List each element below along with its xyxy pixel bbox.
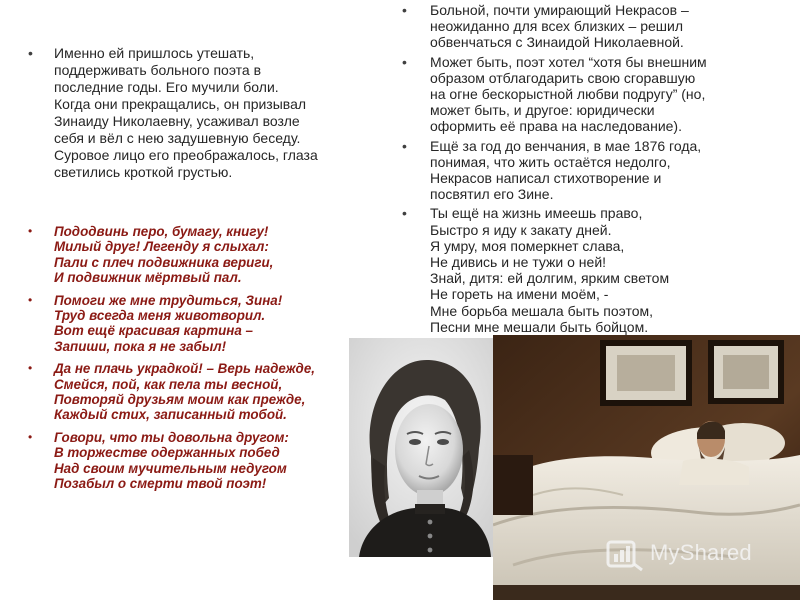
poem-line: Пали с плеч подвижника вериги, — [54, 254, 274, 270]
poem-line: Быстро я иду к закату дней. — [430, 221, 612, 238]
poem-line: Смейся, пой, как пела ты весной, — [54, 376, 283, 392]
poem-stanza — [28, 224, 363, 286]
text-line: образом отблагодарить свою сгоравшую — [430, 69, 696, 86]
text-line: Именно ей пришлось утешать, — [54, 45, 255, 61]
text-line: понимая, что жить остаётся недолго, — [430, 153, 671, 170]
text-line: неожиданно для всех близких – решил — [430, 18, 683, 35]
portrait-photo — [349, 338, 496, 557]
watermark — [606, 538, 776, 572]
poem-line: Запиши, пока я не забыл! — [54, 338, 227, 354]
portrait-illustration — [349, 338, 496, 557]
prose-paragraph — [28, 45, 368, 181]
poem-line: Песни мне мешали быть бойцом. — [430, 318, 649, 335]
poem-stanza — [28, 293, 363, 355]
bullet-icon: • — [28, 45, 33, 61]
text-line: посвятил его Зине. — [430, 186, 554, 203]
left-prose-list — [28, 45, 368, 181]
text-line: на огне бескорыстной любви подругу” (но, — [430, 86, 706, 103]
text-line: Больной, почти умирающий Некрасов – — [430, 2, 689, 18]
watermark-text: MyShared — [650, 540, 752, 565]
text-line: последние годы. Его мучили боли. — [54, 79, 279, 95]
text-line: обвенчаться с Зинаидой Николаевной. — [430, 34, 684, 51]
right-text-list — [404, 2, 796, 338]
poem-line: Помоги же мне трудиться, Зина! — [54, 292, 283, 308]
bullet-icon: • — [28, 429, 33, 444]
poem-line: Вот ещё красивая картина – — [54, 323, 253, 339]
bullet-icon: • — [402, 205, 407, 222]
poem-line: Не гореть на имени моём, - — [430, 286, 609, 303]
myshared-logo-icon — [606, 538, 646, 572]
text-line: Некрасов написал стихотворение и — [430, 170, 662, 187]
poem-line: Мне борьба мешала быть поэтом, — [430, 302, 654, 319]
text-line: оформить её права на наследование). — [430, 118, 682, 135]
poem-stanza — [28, 430, 363, 492]
bullet-icon: • — [28, 292, 33, 307]
poem-line: Я умру, моя померкнет слава, — [430, 237, 625, 254]
text-line: поддерживать больного поэта в — [54, 62, 262, 78]
poem-line: Повторяй друзьям моим как прежде, — [54, 392, 306, 408]
poem-line: Милый друг! Легенду я слыхал: — [54, 239, 269, 255]
text-line: светились кроткой грустью. — [54, 164, 233, 180]
text-line: Суровое лицо его преображалось, глаза — [54, 147, 318, 163]
poem-line: И подвижник мёртвый пал. — [54, 270, 242, 286]
poem-line: Ты ещё на жизнь имеешь право, — [430, 205, 643, 222]
poem-line: В торжестве одержанных побед — [54, 445, 280, 461]
poem-line: Над своим мучительным недугом — [54, 460, 287, 476]
right-paragraph — [404, 54, 796, 135]
poem-line: Каждый стих, записанный тобой. — [54, 407, 287, 423]
bullet-icon: • — [28, 361, 33, 376]
bullet-icon: • — [402, 2, 407, 18]
poem-line: Знай, дитя: ей долгим, ярким светом — [430, 270, 670, 287]
right-paragraph — [404, 138, 796, 203]
text-line: Может быть, поэт хотел “хотя бы внешним — [430, 53, 707, 70]
right-poem — [404, 205, 796, 335]
poem-line: Да не плачь украдкой! – Верь надежде, — [54, 361, 316, 377]
text-line: Ещё за год до венчания, в мае 1876 года, — [430, 137, 702, 154]
text-line: Когда они прекращались, он призывал — [54, 96, 307, 112]
poem-stanza — [28, 361, 363, 423]
poem-line: Труд всегда меня животворил. — [54, 308, 266, 324]
left-poem-list — [28, 224, 363, 499]
poem-line: Пододвинь перо, бумагу, книгу! — [54, 224, 269, 239]
bullet-icon: • — [402, 137, 407, 154]
bullet-icon: • — [28, 224, 33, 238]
bullet-icon: • — [402, 53, 407, 70]
poem-line: Говори, что ты довольна другом: — [54, 429, 289, 445]
text-line: может быть, и другое: юридически — [430, 102, 655, 119]
poem-line: Не дивись и не тужи о ней! — [430, 254, 607, 271]
right-paragraph — [404, 2, 796, 51]
text-line: себя и вёл с нею задушевную беседу. — [54, 130, 301, 146]
text-line: Зинаиду Николаевну, усаживал возле — [54, 113, 300, 129]
poem-line: Позабыл о смерти твой поэт! — [54, 476, 267, 492]
